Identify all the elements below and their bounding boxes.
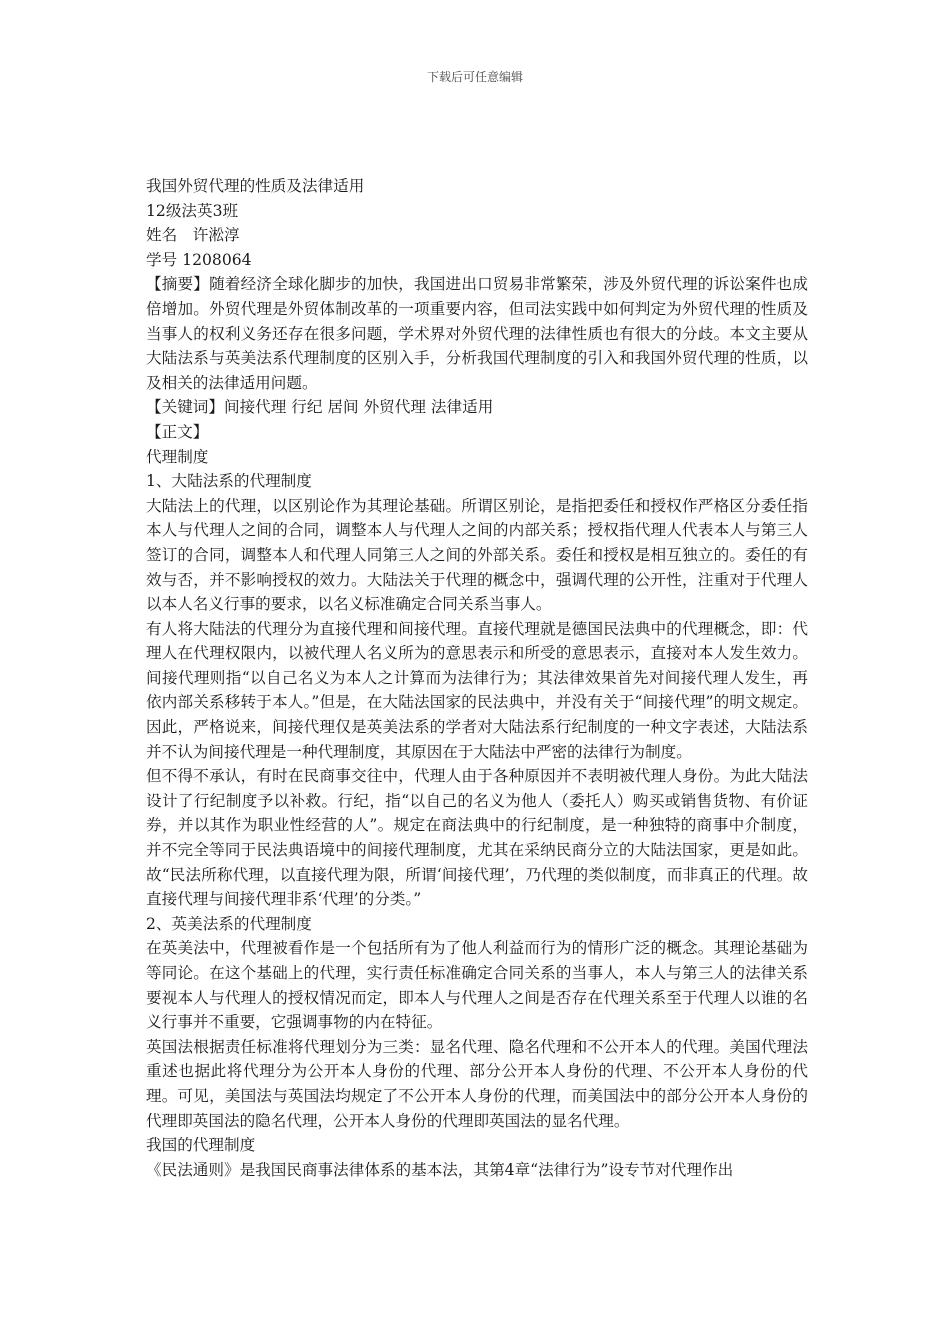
body-paragraph: 《民法通则》是我国民商事法律体系的基本法，其第4章“法律行为”设专节对代理作出 <box>146 1160 734 1179</box>
body-paragraph: 英国法根据责任标准将代理划分为三类：显名代理、隐名代理和不公开本人的代理。美国代理法重述也据此将代理分为公开本人身份的代理、部分公开本人身份的代理、不公开本人身份的代理。可见，美国法与英国法均规定了不公开本人身份的代理，而美国法中的部分公开本人身份的代理即英国法的隐名代理，公开本人身份的代理即英国法的显名代理。 <box>146 1037 808 1130</box>
keywords-line: 【关键词】间接代理 行纪 居间 外贸代理 法律适用 <box>146 398 494 417</box>
subsection-heading: 1、大陆法系的代理制度 <box>146 472 312 491</box>
name-line: 姓名 许淞淳 <box>146 226 240 245</box>
document-title: 我国外贸代理的性质及法律适用 <box>146 177 365 195</box>
page-header: 下载后可任意编辑 <box>426 70 523 84</box>
body-paragraph: 但不得不承认，有时在民商事交往中，代理人由于各种原因并不表明被代理人身份。为此大陆法设计了行纪制度予以补救。行纪，指“以自己的名义为他人（委托人）购买或销售货物、有价证券，并以其作为职业性经营的人”。规定在商法典中的行纪制度，是一种独特的商事中介制度，并不完全等同于民法典语境中的间接代理制度，尤其在采纳民商分立的大陆法国家，更是如此。故“民法所称代理，以直接代理为限，所谓‘间接代理’，乃代理的类似制度，而非真正的代理。故直接代理与间接代理非系‘代理’的分类。” <box>146 767 808 909</box>
section-heading: 我国的代理制度 <box>146 1136 256 1155</box>
body-paragraph: 大陆法上的代理，以区别论作为其理论基础。所谓区别论，是指把委任和授权作严格区分委任指本人与代理人之间的合同，调整本人与代理人之间的内部关系；授权指代理人代表本人与第三人签订的合同，调整本人和代理人同第三人之间的外部关系。委任和授权是相互独立的。委任的有效与否，并不影响授权的效力。大陆法关于代理的概念中，强调代理的公开性，注重对于代理人以本人名义行事的要求，以名义标准确定合同关系当事人。 <box>146 496 808 614</box>
student-id-line: 学号 1208064 <box>146 250 252 269</box>
section-heading: 代理制度 <box>146 447 209 466</box>
subsection-heading: 2、英美法系的代理制度 <box>146 914 312 933</box>
class-line: 12级法英3班 <box>146 201 239 220</box>
body-paragraph: 在英美法中，代理被看作是一个包括所有为了他人利益而行为的情形广泛的概念。其理论基础为等同论。在这个基础上的代理，实行责任标准确定合同关系的当事人，本人与第三人的法律关系要视本人与代理人的授权情况而定，即本人与代理人之间是否存在代理关系至于代理人以谁的名义行事并不重要，它强调事物的内在特征。 <box>146 939 808 1032</box>
abstract-paragraph: 【摘要】随着经济全球化脚步的加快，我国进出口贸易非常繁荣，涉及外贸代理的诉讼案件也成倍增加。外贸代理是外贸体制改革的一项重要内容，但司法实践中如何判定为外贸代理的性质及当事人的权利义务还存在很多问题，学术界对外贸代理的法律性质也有很大的分歧。本文主要从大陆法系与英美法系代理制度的区别入手，分析我国代理制度的引入和我国外贸代理的性质，以及相关的法律适用问题。 <box>146 275 808 392</box>
document-body <box>146 174 808 1182</box>
body-label: 【正文】 <box>146 422 209 441</box>
body-paragraph: 有人将大陆法的代理分为直接代理和间接代理。直接代理就是德国民法典中的代理概念，即：代理人在代理权限内，以被代理人名义所为的意思表示和所受的意思表示，直接对本人发生效力。间接代理则指“以自己名义为本人之计算而为法律行为；其法律效果首先对间接代理人发生，再依内部关系移转于本人。”但是，在大陆法国家的民法典中，并没有关于“间接代理”的明文规定。因此，严格说来，间接代理仅是英美法系的学者对大陆法系行纪制度的一种文字表述，大陆法系并不认为间接代理是一种代理制度，其原因在于大陆法中严密的法律行为制度。 <box>146 619 808 761</box>
